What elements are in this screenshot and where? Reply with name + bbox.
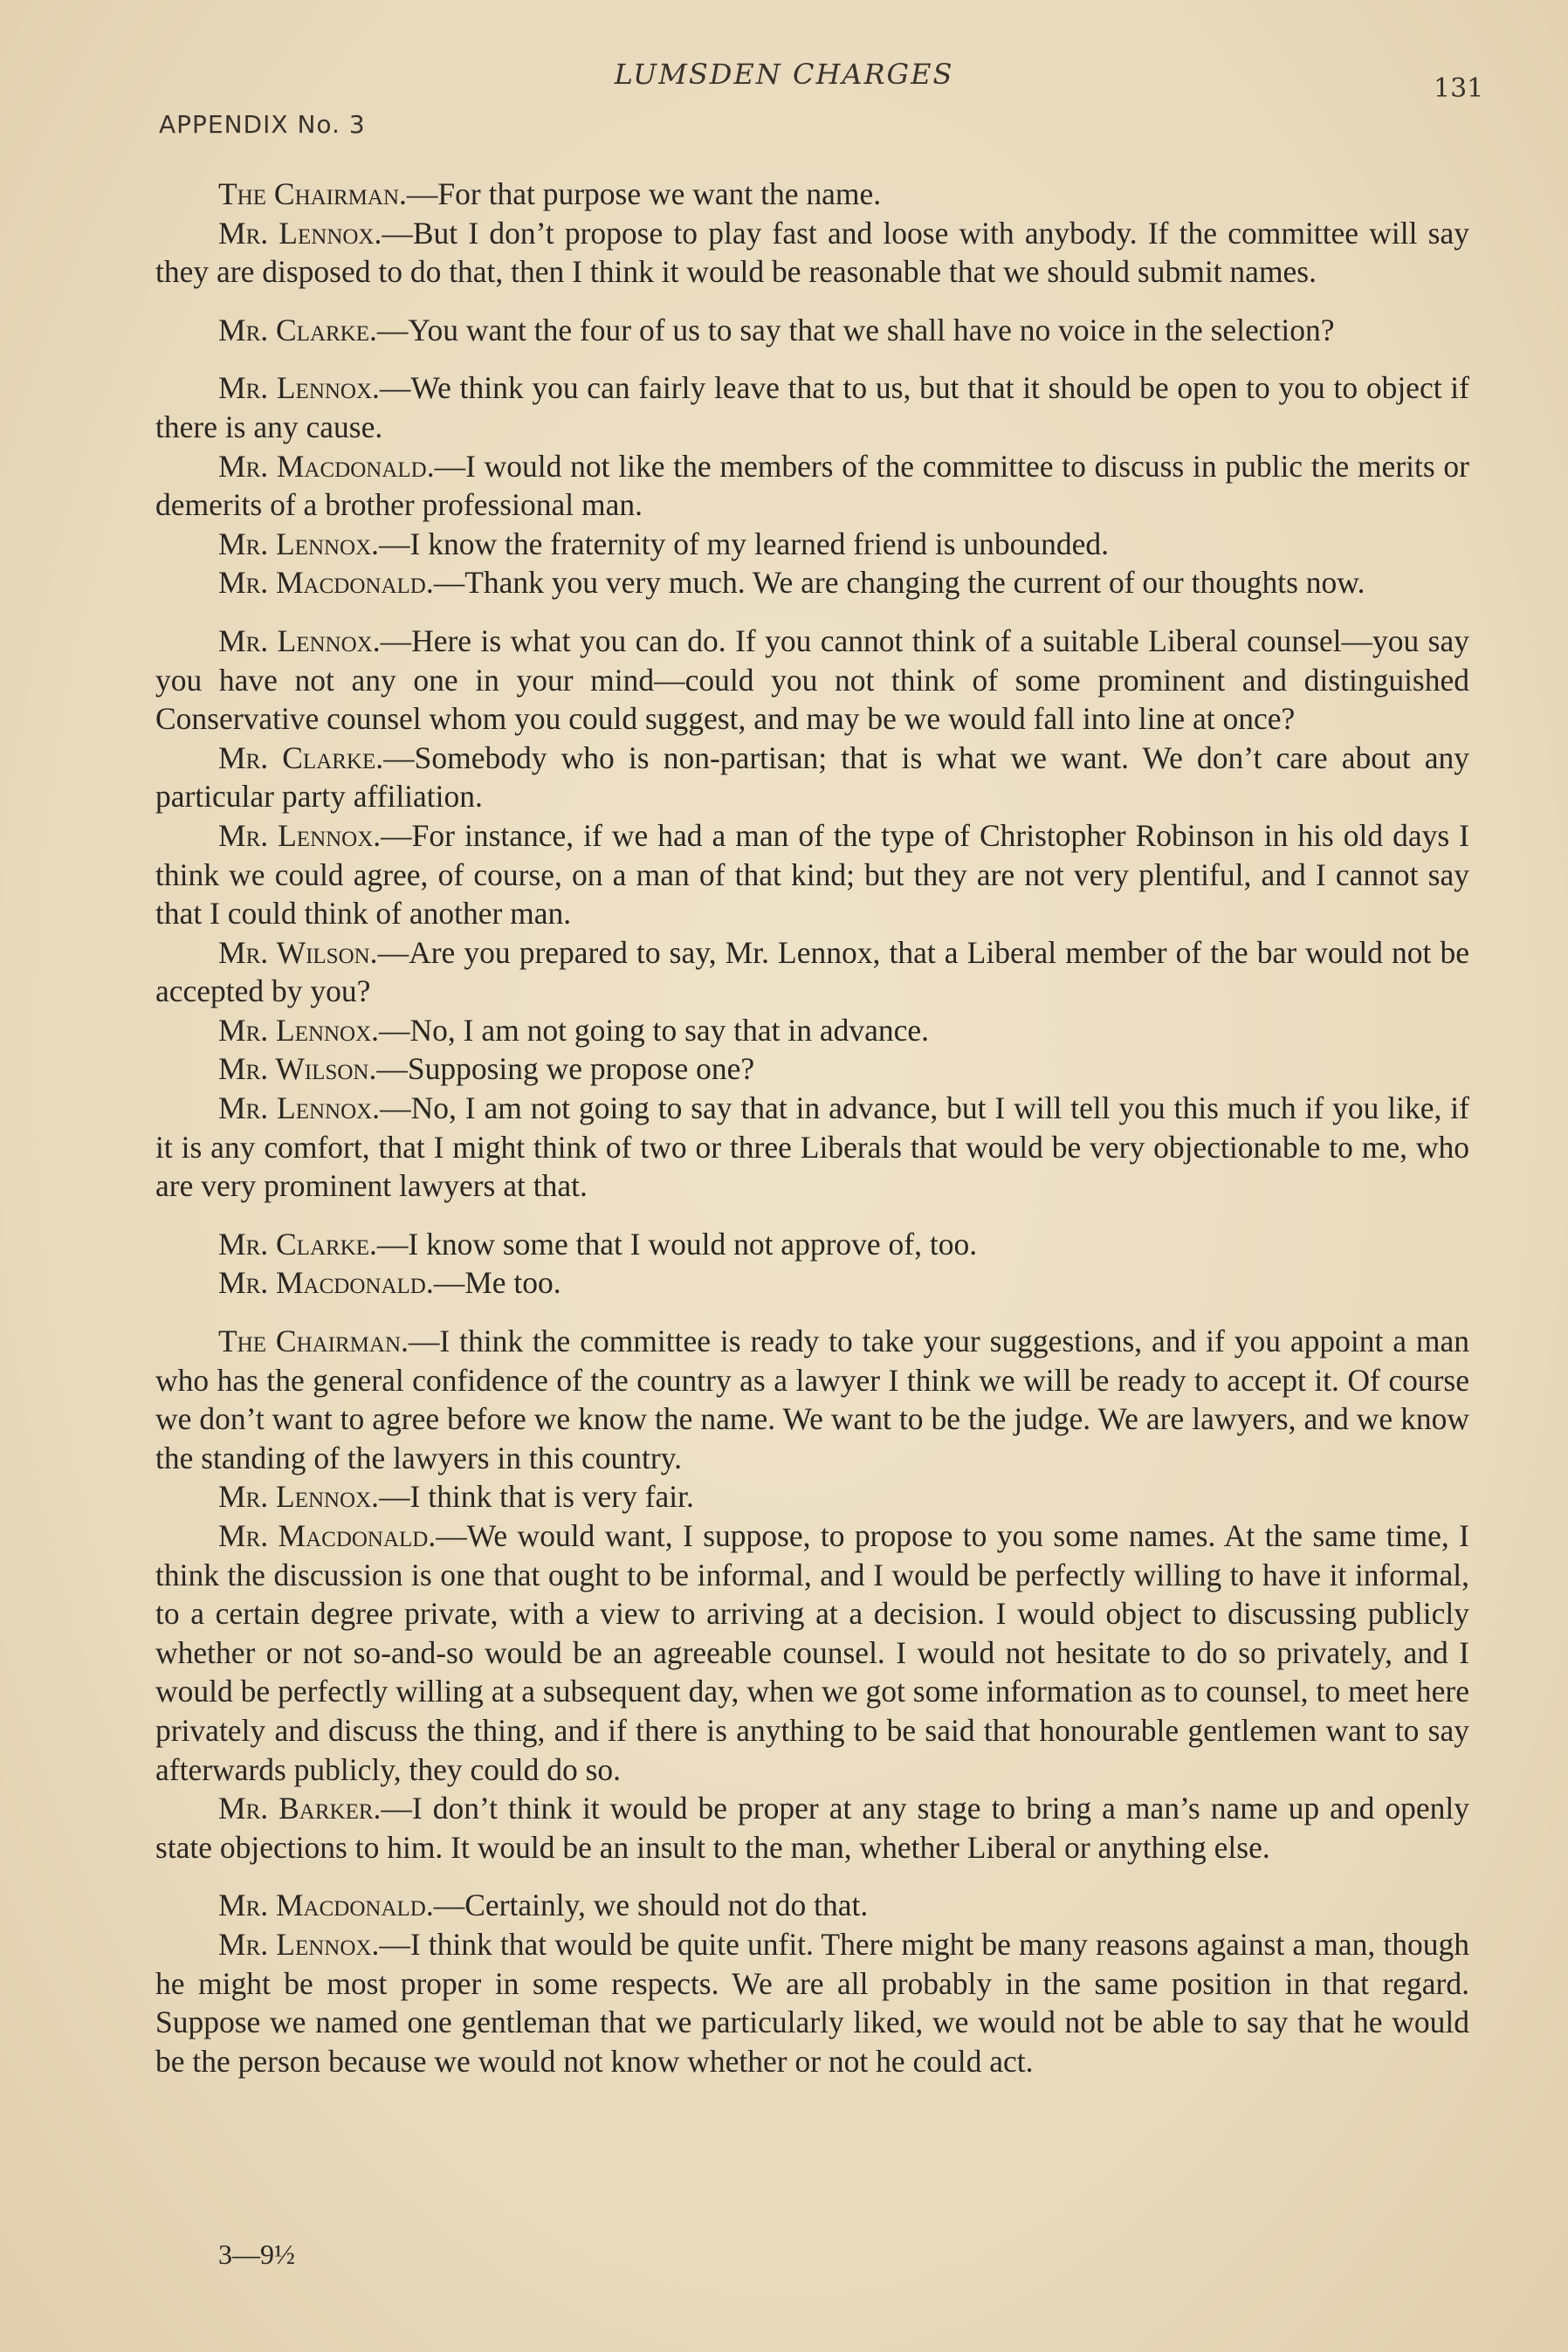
- speaker-name: Mr. Macdonald.: [218, 1888, 434, 1923]
- speech-text: —For instance, if we had a man of the type of Christopher Robinson in his old days I think we could agree, of course, on a man of that kind; but they are not very plentiful, and I cannot say that I could think of another man.: [155, 817, 1469, 932]
- speech-text: —No, I am not going to say that in advance, but I will tell you this much if you like, if it is any comfort, that I might think of two or three Liberals that would be very objectionable to me, who are very prominent lawyers at that.: [155, 1090, 1469, 1204]
- transcript-paragraph: [155, 1089, 1469, 1206]
- speech-text: —We think you can fairly leave that to us, but that it should be open to you to object if there is any cause.: [155, 370, 1469, 444]
- signature-mark: 3—9½: [218, 2239, 295, 2270]
- transcript-paragraph: [155, 1322, 1469, 1477]
- speaker-name: Mr. Lennox.: [218, 1012, 380, 1048]
- speech-text: —For that purpose we want the name.: [406, 176, 882, 211]
- speaker-name: Mr. Lennox.: [218, 1926, 380, 1962]
- transcript-paragraph: [155, 311, 1469, 350]
- transcript-paragraph: [155, 563, 1469, 602]
- transcript-paragraph: [155, 1925, 1469, 2080]
- transcript-paragraph: [155, 1516, 1469, 1789]
- speaker-name: Mr. Clarke.: [218, 312, 377, 347]
- speaker-name: Mr. Clarke.: [218, 1226, 377, 1262]
- transcript-paragraph: [155, 1477, 1469, 1516]
- speech-text: —Are you prepared to say, Mr. Lennox, that a Liberal member of the bar would not be accepted by you?: [155, 934, 1469, 1009]
- speech-text: —Somebody who is non-partisan; that is what we want. We don’t care about any particular party affiliation.: [155, 739, 1469, 815]
- speech-text: —I think that would be quite unfit. There might be many reasons against a man, though he might be most proper in some respects. We are all probably in the same position in that regard. Suppose we named one gentleman that we particularly liked, we would not be able to say that he would be the person because we would not know whether or not he could act.: [155, 1926, 1470, 2079]
- speaker-name: Mr. Lennox.: [218, 622, 381, 658]
- speaker-name: Mr. Lennox.: [218, 370, 380, 406]
- transcript-paragraph: [155, 933, 1469, 1011]
- speech-text: —Here is what you can do. If you cannot think of a suitable Liberal counsel—you say you have not any one in your mind—could you not think of some prominent and distinguished Conservative counsel whom you could suggest, and may be we would fall into line at once?: [155, 622, 1469, 737]
- transcript-paragraph: [155, 447, 1469, 525]
- transcript-paragraph: [155, 1263, 1469, 1303]
- running-title: LUMSDEN CHARGES: [614, 58, 954, 91]
- speech-text: —Me too.: [433, 1265, 561, 1301]
- speaker-name: The Chairman.: [218, 1324, 409, 1359]
- page-number: 131: [1434, 73, 1484, 104]
- speaker-name: Mr. Macdonald.: [218, 565, 434, 601]
- appendix-label: APPENDIX No. 3: [159, 110, 366, 139]
- speech-text: —Supposing we propose one?: [376, 1051, 755, 1087]
- speech-text: —I think that is very fair.: [379, 1479, 694, 1515]
- speaker-name: Mr. Macdonald.: [218, 1518, 437, 1553]
- speech-text: —I know some that I would not approve of, too.: [376, 1226, 978, 1262]
- speech-text: —I think the committee is ready to take your suggestions, and if you appoint a man who has the general confidence of the country as a lawyer I think we will be ready to accept it. Of course we don’t want to agree before we know the name. We want to be the judge. We are lawyers, and we know the standing of the lawyers in this country.: [155, 1324, 1469, 1475]
- speaker-name: Mr. Clarke.: [218, 739, 384, 775]
- transcript-paragraph: [155, 368, 1469, 446]
- speech-text: —I would not like the members of the committee to discuss in public the merits or demerits of a brother professional man.: [155, 448, 1469, 523]
- speaker-name: Mr. Macdonald.: [218, 1265, 434, 1301]
- transcript-paragraph: [155, 1011, 1469, 1050]
- transcript-paragraph: [155, 1789, 1469, 1867]
- speaker-name: The Chairman.: [218, 176, 407, 211]
- speech-text: —You want the four of us to say that we shall have no voice in the selection?: [376, 312, 1335, 347]
- speech-text: —But I don’t propose to play fast and loose with anybody. If the committee will say they are disposed to do that, then I think it would be reasonable that we should submit names.: [155, 215, 1469, 290]
- speech-text: —Certainly, we should not do that.: [433, 1888, 869, 1923]
- transcript-paragraph: [155, 1049, 1469, 1089]
- speaker-name: Mr. Lennox.: [218, 817, 382, 853]
- speaker-name: Mr. Wilson.: [218, 1051, 377, 1087]
- transcript-paragraph: [155, 1225, 1469, 1264]
- speaker-name: Mr. Lennox.: [218, 1479, 380, 1515]
- transcript-paragraph: [155, 739, 1469, 816]
- speech-text: —We would want, I suppose, to propose to you some names. At the same time, I think the discussion is one that ought to be informal, and I would be perfectly willing to have it informal, to a certain degree private, with a view to arriving at a decision. I would object to discussing publicly whether or not so-and-so would be an agreeable counsel. I would not hesitate to do so privately, and I would be perfectly willing at a subsequent day, when we got some information as to counsel, to meet here privately and discuss the thing, and if there is anything to be said that honourable gentlemen want to say afterwards publicly, they could do so.: [155, 1518, 1469, 1787]
- transcript-paragraph: [155, 622, 1469, 739]
- speaker-name: Mr. Wilson.: [218, 934, 378, 970]
- speaker-name: Mr. Macdonald.: [218, 448, 435, 484]
- transcript-paragraph: [155, 214, 1469, 292]
- speaker-name: Mr. Lennox.: [218, 215, 382, 251]
- speaker-name: Mr. Lennox.: [218, 1090, 381, 1126]
- transcript-paragraph: [155, 1886, 1469, 1925]
- speech-text: —I know the fraternity of my learned friend is unbounded.: [379, 526, 1110, 561]
- transcript-paragraph: [155, 175, 1469, 214]
- transcript-body: [155, 175, 1469, 2080]
- speech-text: —I don’t think it would be proper at any stage to bring a man’s name up and openly state objections to him. It would be an insult to the man, whether Liberal or anything else.: [155, 1791, 1469, 1865]
- speaker-name: Mr. Barker.: [218, 1791, 382, 1826]
- speech-text: —Thank you very much. We are changing the current of our thoughts now.: [433, 565, 1365, 601]
- transcript-paragraph: [155, 816, 1469, 933]
- transcript-paragraph: [155, 525, 1469, 564]
- speech-text: —No, I am not going to say that in advance.: [379, 1012, 930, 1048]
- speaker-name: Mr. Lennox.: [218, 526, 380, 561]
